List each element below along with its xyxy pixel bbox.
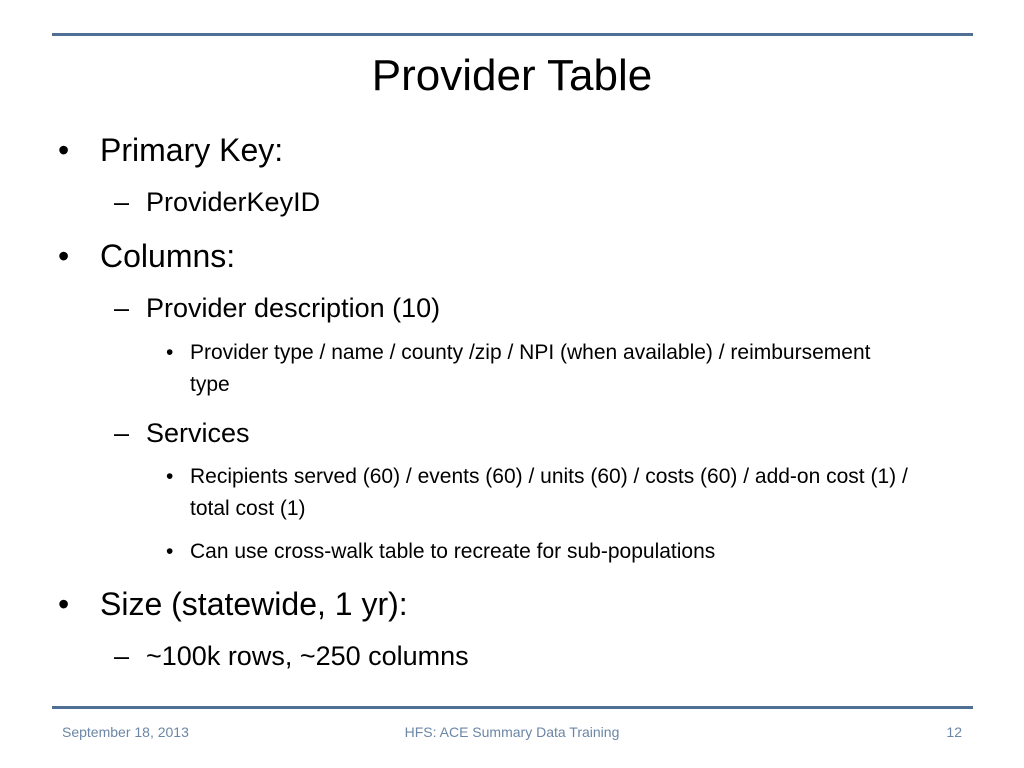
bullet-columns: [58, 237, 236, 275]
bullet-primary-key: [58, 131, 284, 169]
slide-title: Provider Table: [371, 51, 653, 100]
bullet-text: Provider type / name / county /zip / NPI (when available) / reimbursement type: [190, 341, 871, 396]
bullet-marker: •: [58, 586, 70, 622]
bullet-text: Services: [146, 418, 250, 448]
bullet-text: ProviderKeyID: [146, 187, 321, 217]
bullet-text: Size (statewide, 1 yr):: [100, 586, 408, 622]
bullet-text: Provider description (10): [146, 293, 441, 323]
bullet-marker: –: [114, 293, 130, 323]
bullet-marker: •: [166, 341, 174, 364]
bullet-services: [114, 417, 250, 449]
bullet-marker: •: [58, 238, 70, 274]
bullet-recipients-served: [166, 461, 945, 525]
bullet-marker: •: [166, 465, 174, 488]
footer-center: HFS: ACE Summary Data Training: [404, 724, 620, 740]
bullet-rows-columns: [114, 640, 469, 672]
bullet-marker: –: [114, 418, 130, 448]
bullet-size: [58, 585, 408, 623]
bullet-cross-walk: [166, 536, 950, 568]
bottom-rule: [52, 706, 973, 709]
bullet-text: Primary Key:: [100, 132, 284, 168]
bullet-marker: •: [166, 540, 174, 563]
bullet-provider-type: [166, 337, 890, 401]
bullet-text: Recipients served (60) / events (60) / units (60) / costs (60) / add-on cost (1) / total cost (1): [190, 465, 908, 520]
bullet-text: Columns:: [100, 238, 236, 274]
bullet-provider-description: [114, 292, 441, 324]
slide-number: 12: [946, 724, 962, 740]
bullet-marker: •: [58, 132, 70, 168]
bullet-marker: –: [114, 641, 130, 671]
bullet-text: ~100k rows, ~250 columns: [146, 641, 469, 671]
bullet-text: Can use cross-walk table to recreate for sub-populations: [190, 540, 716, 563]
footer-date: September 18, 2013: [62, 724, 189, 740]
bullet-provider-key-id: [114, 186, 321, 218]
bullet-marker: –: [114, 187, 130, 217]
